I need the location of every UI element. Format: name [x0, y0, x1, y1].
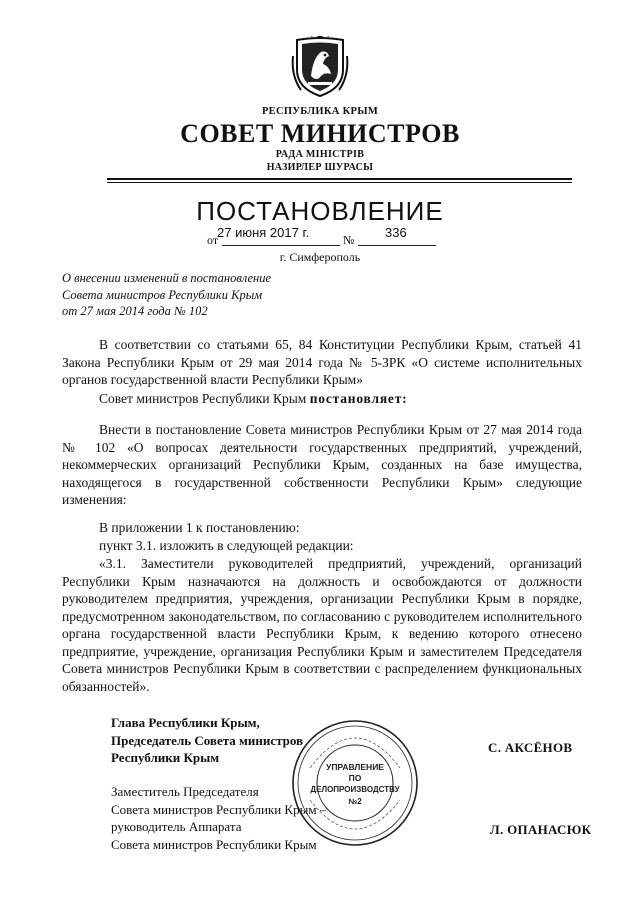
signatory-title-line: Председатель Совета министров	[111, 732, 304, 748]
stamp-text: ПО	[348, 773, 362, 783]
date-prefix: от	[207, 233, 219, 247]
council-name-ukrainian: РАДА МІНІСТРІВ	[275, 149, 365, 160]
round-office-stamp-icon	[290, 718, 420, 848]
header-divider-thin	[107, 182, 572, 183]
header-divider-thick	[107, 178, 572, 180]
document-date-handwritten: 27 июня 2017 г.	[217, 225, 310, 240]
body-paragraph	[62, 336, 582, 389]
document-city: г. Симферополь	[279, 250, 361, 264]
amendment-intro-text: Внести в постановление Совета министров Республики Крым от 27 мая 2014 года № 102 «О вопросах деятельности государственных предприятий, учреждений, некоммерческих организаций Республики Крым, созданных на базе имущества, находящегося в государственной собственности Республики Крым» следующие изменения:	[62, 422, 582, 507]
council-name: СОВЕТ МИНИСТРОВ	[180, 119, 460, 148]
crimea-coat-of-arms-icon	[291, 36, 349, 98]
signatory-title-line: Совета министров Республики Крым	[111, 836, 317, 852]
resolves-line	[62, 390, 582, 408]
legal-basis-text: В соответствии со статьями 65, 84 Конституции Республики Крым, статьей 41 Закона Республики Крым от 29 мая 2014 года № 5-ЗРК «О системе исполнительных органов государственной власти Республики Крым»	[62, 337, 582, 387]
signatory-1-name: С. АКСЁНОВ	[488, 740, 573, 755]
body-paragraph	[62, 390, 582, 408]
signatory-title-line: Совета министров Республики Крым –	[111, 801, 327, 817]
document-subject	[62, 270, 362, 320]
body-paragraph	[62, 421, 582, 509]
body-paragraph	[62, 519, 582, 537]
signatory-title-line: Глава Республики Крым,	[111, 715, 260, 730]
appendix-reference-text: В приложении 1 к постановлению:	[99, 520, 300, 535]
body-paragraph	[62, 537, 582, 555]
stamp-text: УПРАВЛЕНИЕ	[326, 762, 384, 772]
stamp-text: №2	[348, 797, 362, 806]
clause-new-wording-text: «3.1. Заместители руководителей предприятий, учреждений, организаций Республики Крым назначаются на должность и освобождаются от должности руководителем предприятия, учреждения, организации Республики Крым в порядке, предусмотренном законодательством, по согласованию с руководителем исполнительного органа государственной власти Республики Крым, к ведению которого отнесено предприятие, учреждение, организация Республики Крым и заместителем Председателя Совета министров Республики Крым в соответствии с распределением функциональных обязанностей».	[62, 556, 582, 694]
number-underline	[358, 245, 436, 246]
signatory-title-line: Заместитель Председателя	[111, 784, 259, 799]
resolves-keyword: постановляет:	[309, 391, 408, 406]
clause-instruction-text: пункт 3.1. изложить в следующей редакции:	[99, 538, 354, 553]
subject-line: от 27 мая 2014 года № 102	[62, 304, 208, 318]
subject-line: Совета министров Республики Крым	[62, 287, 263, 302]
resolves-prefix: Совет министров Республики Крым	[99, 391, 310, 406]
date-underline	[222, 245, 340, 246]
signatory-title-line: руководитель Аппарата	[111, 819, 242, 834]
stamp-text: ДЕЛОПРОИЗВОДСТВУ	[310, 785, 400, 794]
signatory-title-line: Республики Крым	[111, 750, 220, 765]
number-prefix: №	[343, 233, 355, 247]
signatory-2-name: Л. ОПАНАСЮК	[490, 822, 592, 837]
subject-line: О внесении изменений в постановление	[62, 271, 272, 285]
signatory-1-title	[111, 714, 303, 767]
document-number-handwritten: 336	[385, 225, 407, 240]
republic-name: РЕСПУБЛИКА КРЫМ	[261, 106, 379, 117]
body-paragraph	[62, 555, 582, 695]
document-type-title: ПОСТАНОВЛЕНИЕ	[196, 196, 444, 226]
council-name-crimean-tatar: НАЗИРЛЕР ШУРАСЫ	[266, 162, 374, 173]
